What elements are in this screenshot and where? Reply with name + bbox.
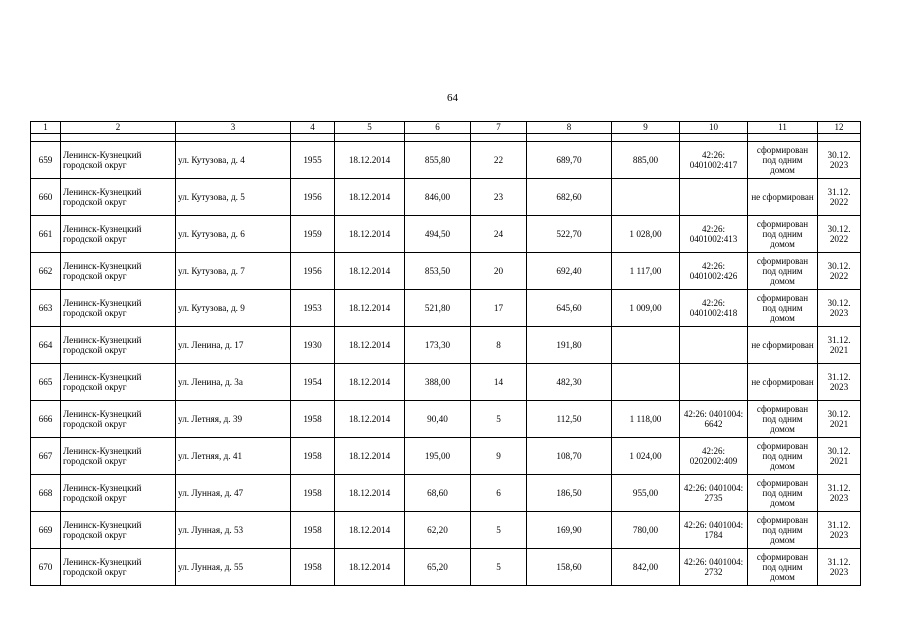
land-cell: 692,40 [527, 253, 612, 290]
count-cell: 8 [471, 327, 527, 364]
table-row [31, 475, 861, 512]
area-cell: 521,80 [405, 290, 471, 327]
area-cell: 68,60 [405, 475, 471, 512]
area-cell: 846,00 [405, 179, 471, 216]
count-cell: 24 [471, 216, 527, 253]
land-cell: 112,50 [527, 401, 612, 438]
row-number-cell: 664 [31, 327, 61, 364]
count-cell: 6 [471, 475, 527, 512]
row-number-cell: 666 [31, 401, 61, 438]
municipality-cell: Ленинск-Кузнецкий городской округ [61, 475, 176, 512]
table-row [31, 179, 861, 216]
land2-cell: 1 009,00 [612, 290, 680, 327]
column-header: 8 [527, 122, 612, 134]
year-cell: 1956 [291, 179, 335, 216]
year-cell: 1958 [291, 475, 335, 512]
address-cell: ул. Кутузова, д. 7 [176, 253, 291, 290]
date-cell: 18.12.2014 [335, 512, 405, 549]
area-cell: 62,20 [405, 512, 471, 549]
column-header: 6 [405, 122, 471, 134]
land-cell: 522,70 [527, 216, 612, 253]
date-cell: 18.12.2014 [335, 253, 405, 290]
address-cell: ул. Лунная, д. 47 [176, 475, 291, 512]
address-cell: ул. Ленина, д. 3а [176, 364, 291, 401]
count-cell: 14 [471, 364, 527, 401]
address-cell: ул. Летняя, д. 41 [176, 438, 291, 475]
page-number: 64 [447, 92, 458, 104]
cadastral-number-cell: 42:26: 0401004: 2735 [680, 475, 748, 512]
spacer-row [31, 134, 861, 142]
address-cell: ул. Лунная, д. 53 [176, 512, 291, 549]
count-cell: 5 [471, 549, 527, 586]
land-status-cell: не сформирован [748, 364, 818, 401]
date-cell: 18.12.2014 [335, 364, 405, 401]
year-cell: 1956 [291, 253, 335, 290]
row-number-cell: 663 [31, 290, 61, 327]
cadastral-number-cell: 42:26: 0401002:413 [680, 216, 748, 253]
column-number-row [31, 122, 861, 134]
municipality-cell: Ленинск-Кузнецкий городской округ [61, 438, 176, 475]
row-number-cell: 669 [31, 512, 61, 549]
deadline-cell: 31.12. 2023 [818, 475, 861, 512]
cadastral-number-cell: 42:26: 0401004: 2732 [680, 549, 748, 586]
land2-cell: 1 024,00 [612, 438, 680, 475]
count-cell: 23 [471, 179, 527, 216]
count-cell: 17 [471, 290, 527, 327]
deadline-cell: 30.12. 2021 [818, 438, 861, 475]
land-status-cell: не сформирован [748, 179, 818, 216]
column-header: 10 [680, 122, 748, 134]
table-row [31, 216, 861, 253]
column-header: 1 [31, 122, 61, 134]
land-status-cell: не сформирован [748, 327, 818, 364]
land-status-cell: сформирован под одним домом [748, 475, 818, 512]
land2-cell: 955,00 [612, 475, 680, 512]
count-cell: 9 [471, 438, 527, 475]
land2-cell [612, 327, 680, 364]
deadline-cell: 30.12. 2022 [818, 253, 861, 290]
year-cell: 1954 [291, 364, 335, 401]
table-row [31, 401, 861, 438]
column-header: 4 [291, 122, 335, 134]
cadastral-number-cell: 42:26: 0401004: 1784 [680, 512, 748, 549]
area-cell: 494,50 [405, 216, 471, 253]
land-status-cell: сформирован под одним домом [748, 216, 818, 253]
land2-cell [612, 364, 680, 401]
table-row [31, 253, 861, 290]
date-cell: 18.12.2014 [335, 327, 405, 364]
land-status-cell: сформирован под одним домом [748, 401, 818, 438]
deadline-cell: 31.12. 2023 [818, 549, 861, 586]
municipality-cell: Ленинск-Кузнецкий городской округ [61, 512, 176, 549]
land-cell: 186,50 [527, 475, 612, 512]
land-cell: 682,60 [527, 179, 612, 216]
deadline-cell: 30.12. 2022 [818, 216, 861, 253]
column-header: 2 [61, 122, 176, 134]
land-cell: 645,60 [527, 290, 612, 327]
land2-cell: 1 118,00 [612, 401, 680, 438]
year-cell: 1953 [291, 290, 335, 327]
year-cell: 1930 [291, 327, 335, 364]
area-cell: 90,40 [405, 401, 471, 438]
area-cell: 65,20 [405, 549, 471, 586]
row-number-cell: 662 [31, 253, 61, 290]
housing-registry-table [30, 121, 861, 586]
municipality-cell: Ленинск-Кузнецкий городской округ [61, 549, 176, 586]
table-row [31, 290, 861, 327]
cadastral-number-cell [680, 179, 748, 216]
year-cell: 1958 [291, 512, 335, 549]
area-cell: 173,30 [405, 327, 471, 364]
deadline-cell: 31.12. 2023 [818, 512, 861, 549]
column-header: 7 [471, 122, 527, 134]
row-number-cell: 661 [31, 216, 61, 253]
row-number-cell: 665 [31, 364, 61, 401]
table-row [31, 364, 861, 401]
cadastral-number-cell: 42:26: 0401002:418 [680, 290, 748, 327]
count-cell: 22 [471, 142, 527, 179]
land-status-cell: сформирован под одним домом [748, 512, 818, 549]
land-cell: 108,70 [527, 438, 612, 475]
area-cell: 388,00 [405, 364, 471, 401]
cadastral-number-cell [680, 364, 748, 401]
municipality-cell: Ленинск-Кузнецкий городской округ [61, 142, 176, 179]
land-cell: 689,70 [527, 142, 612, 179]
address-cell: ул. Ленина, д. 17 [176, 327, 291, 364]
cadastral-number-cell [680, 327, 748, 364]
date-cell: 18.12.2014 [335, 475, 405, 512]
column-header: 3 [176, 122, 291, 134]
table-row [31, 549, 861, 586]
row-number-cell: 659 [31, 142, 61, 179]
year-cell: 1958 [291, 438, 335, 475]
date-cell: 18.12.2014 [335, 438, 405, 475]
row-number-cell: 670 [31, 549, 61, 586]
column-header: 9 [612, 122, 680, 134]
municipality-cell: Ленинск-Кузнецкий городской округ [61, 327, 176, 364]
land2-cell: 1 028,00 [612, 216, 680, 253]
row-number-cell: 660 [31, 179, 61, 216]
deadline-cell: 30.12. 2023 [818, 142, 861, 179]
municipality-cell: Ленинск-Кузнецкий городской округ [61, 216, 176, 253]
year-cell: 1958 [291, 549, 335, 586]
land2-cell: 1 117,00 [612, 253, 680, 290]
cadastral-number-cell: 42:26: 0401004: 6642 [680, 401, 748, 438]
address-cell: ул. Кутузова, д. 6 [176, 216, 291, 253]
table-row [31, 512, 861, 549]
cadastral-number-cell: 42:26: 0401002:417 [680, 142, 748, 179]
row-number-cell: 668 [31, 475, 61, 512]
land2-cell: 842,00 [612, 549, 680, 586]
land2-cell: 780,00 [612, 512, 680, 549]
date-cell: 18.12.2014 [335, 401, 405, 438]
address-cell: ул. Кутузова, д. 5 [176, 179, 291, 216]
table-row [31, 142, 861, 179]
deadline-cell: 31.12. 2023 [818, 364, 861, 401]
deadline-cell: 30.12. 2021 [818, 401, 861, 438]
year-cell: 1955 [291, 142, 335, 179]
row-number-cell: 667 [31, 438, 61, 475]
address-cell: ул. Лунная, д. 55 [176, 549, 291, 586]
land2-cell [612, 179, 680, 216]
table-row [31, 438, 861, 475]
municipality-cell: Ленинск-Кузнецкий городской округ [61, 253, 176, 290]
year-cell: 1958 [291, 401, 335, 438]
land-cell: 191,80 [527, 327, 612, 364]
date-cell: 18.12.2014 [335, 179, 405, 216]
date-cell: 18.12.2014 [335, 549, 405, 586]
land-status-cell: сформирован под одним домом [748, 438, 818, 475]
column-header: 11 [748, 122, 818, 134]
date-cell: 18.12.2014 [335, 216, 405, 253]
column-header: 5 [335, 122, 405, 134]
area-cell: 195,00 [405, 438, 471, 475]
year-cell: 1959 [291, 216, 335, 253]
date-cell: 18.12.2014 [335, 290, 405, 327]
address-cell: ул. Кутузова, д. 9 [176, 290, 291, 327]
land2-cell: 885,00 [612, 142, 680, 179]
deadline-cell: 31.12. 2021 [818, 327, 861, 364]
municipality-cell: Ленинск-Кузнецкий городской округ [61, 364, 176, 401]
land-status-cell: сформирован под одним домом [748, 290, 818, 327]
land-cell: 158,60 [527, 549, 612, 586]
address-cell: ул. Летняя, д. 39 [176, 401, 291, 438]
date-cell: 18.12.2014 [335, 142, 405, 179]
deadline-cell: 30.12. 2023 [818, 290, 861, 327]
count-cell: 5 [471, 401, 527, 438]
municipality-cell: Ленинск-Кузнецкий городской округ [61, 401, 176, 438]
deadline-cell: 31.12. 2022 [818, 179, 861, 216]
cadastral-number-cell: 42:26: 0401002:426 [680, 253, 748, 290]
count-cell: 20 [471, 253, 527, 290]
area-cell: 853,50 [405, 253, 471, 290]
municipality-cell: Ленинск-Кузнецкий городской округ [61, 179, 176, 216]
land-status-cell: сформирован под одним домом [748, 253, 818, 290]
count-cell: 5 [471, 512, 527, 549]
land-cell: 482,30 [527, 364, 612, 401]
area-cell: 855,80 [405, 142, 471, 179]
address-cell: ул. Кутузова, д. 4 [176, 142, 291, 179]
municipality-cell: Ленинск-Кузнецкий городской округ [61, 290, 176, 327]
cadastral-number-cell: 42:26: 0202002:409 [680, 438, 748, 475]
land-status-cell: сформирован под одним домом [748, 549, 818, 586]
land-cell: 169,90 [527, 512, 612, 549]
column-header: 12 [818, 122, 861, 134]
table-body [31, 122, 861, 586]
table-row [31, 327, 861, 364]
land-status-cell: сформирован под одним домом [748, 142, 818, 179]
